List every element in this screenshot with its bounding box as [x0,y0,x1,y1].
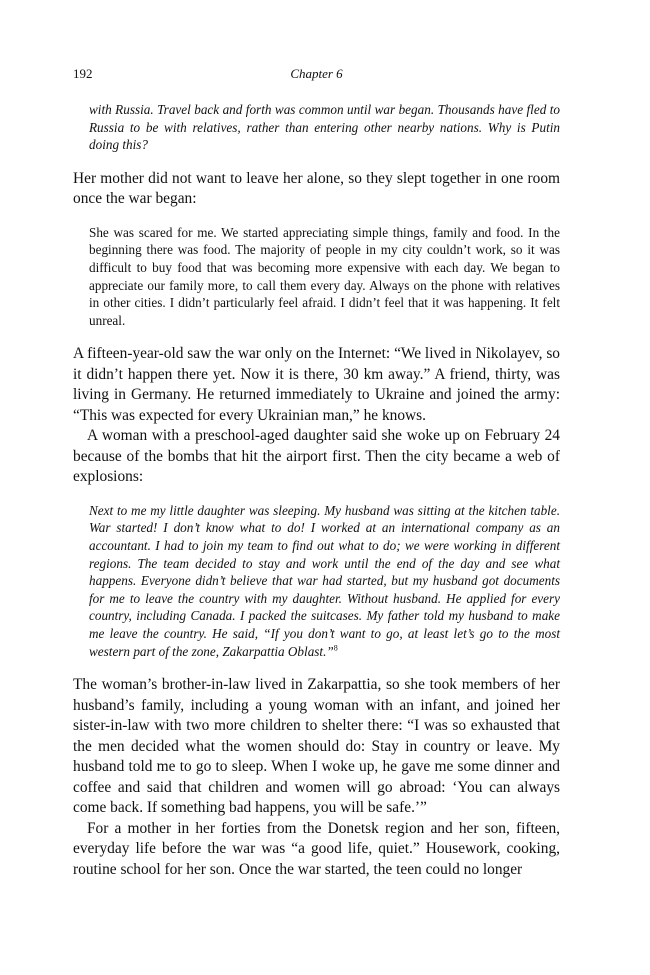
paragraph: A woman with a preschool-aged daughter said she woke up on February 24 because of the bombs that hit the airport first. Then the city became a web of explosions: [73,427,560,486]
quote-text: Next to me my little daughter was sleeping. My husband was sitting at the kitchen table. War started! I don’t know what to do! I worked at an international company as an accountant. I had to join my team to find out what to do; we were working in different regions. The team decided to stay and work until the end of the day and see what happens. Everyone didn’t believe that war had started, but my husband got documents for me to leave the country with my daughter. Without husband. He applied for every country, including Canada. I packed the suitcases. My father told my husband to make me leave the country. He said, “If you don’t want to go, at least let’s go to the most western part of the zone, Zakarpattia Oblast.” [89,502,560,659]
footnote-marker: 8 [333,643,338,653]
paragraph: The woman’s brother-in-law lived in Zakarpattia, so she took members of her husband’s family, including a young woman with an infant, and joined her sister-in-law with two more children to shelter there: “I was so exhausted that the men decided what the women should do: Stay in country or leave. My husband told me to go to sleep. When I woke up, he gave me some dinner and coffee and said that children and women will go abroad: ‘You can always come back. If something bad happens, you will be safe.’” [73,676,560,817]
block-quote-italic [89,502,560,660]
running-header [73,66,560,86]
block-quote-continuation: with Russia. Travel back and forth was common until war began. Thousands have fled to Russia to be with relatives, rather than entering other nearby nations. Why is Putin doing this? [89,102,560,153]
paragraph: Her mother did not want to leave her alone, so they slept together in one room once the war began: [73,169,560,208]
block-quote: She was scared for me. We started appreciating simple things, family and food. In the beginning there was food. The majority of people in my city couldn’t work, so it was difficult to buy food that was becoming more expensive with each day. We began to appreciate our family more, to call them every day. Always on the phone with relatives in other cities. I didn’t particularly feel afraid. I didn’t feel that it was happening. It felt unreal. [89,224,560,328]
page-body [73,101,560,880]
paragraph: For a mother in her forties from the Donetsk region and her son, fifteen, everyday life before the war was “a good life, quiet.” Housework, cooking, routine school for her son. Once the war started, the teen could no longer [73,819,560,878]
paragraph: A fifteen-year-old saw the war only on the Internet: “We lived in Nikolayev, so it didn’t happen there yet. Now it is there, 30 km away.” A friend, thirty, was living in Germany. He returned immediately to Ukraine and joined the army: “This was expected for every Ukrainian man,” he knows. [73,345,560,424]
chapter-title: Chapter 6 [290,66,343,81]
page-number: 192 [73,66,93,81]
